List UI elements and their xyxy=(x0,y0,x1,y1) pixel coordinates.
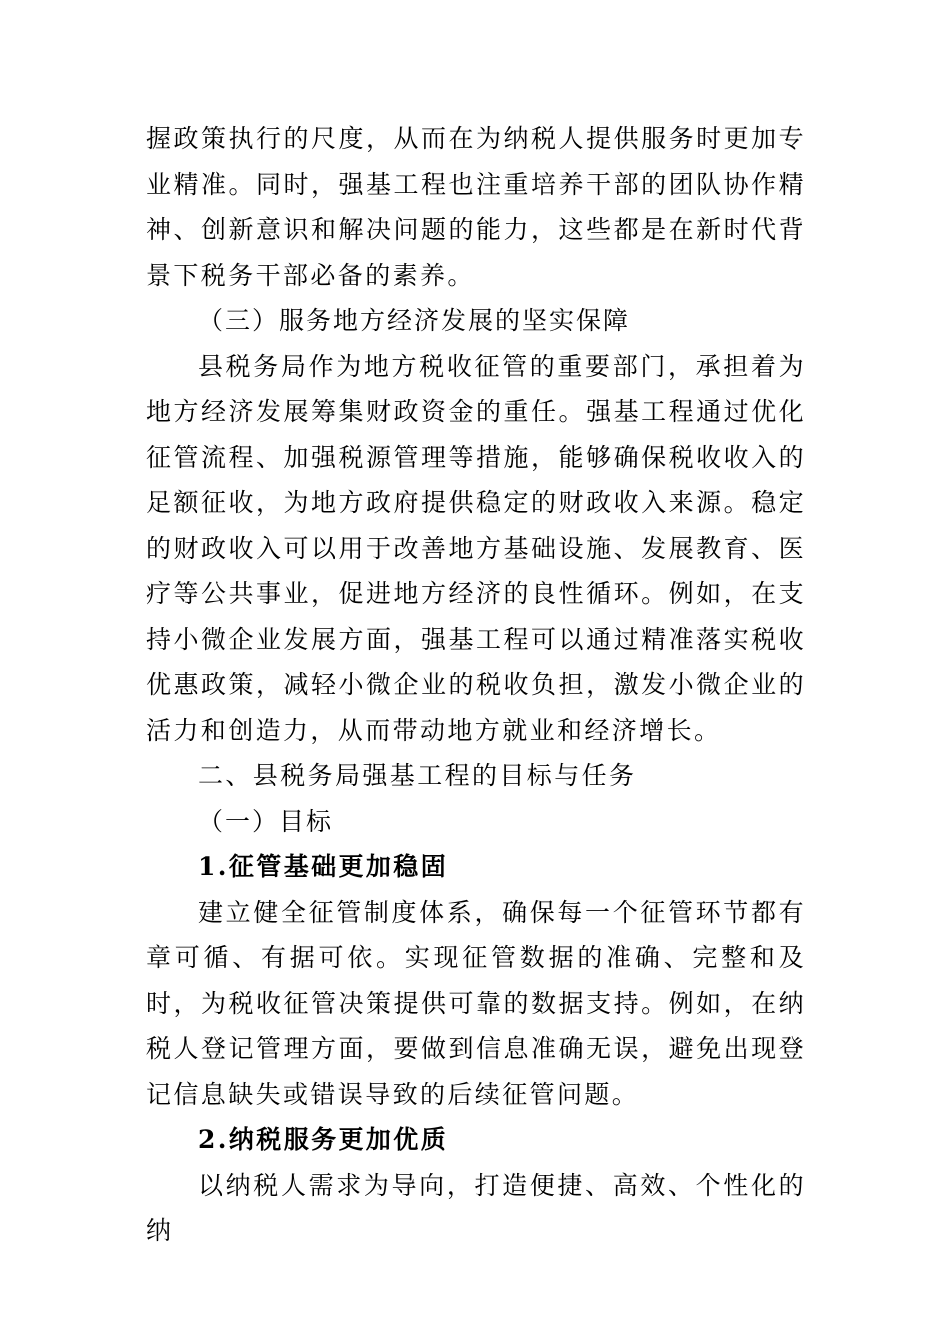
paragraph-goal-2: 以纳税人需求为导向，打造便捷、高效、个性化的纳 xyxy=(146,1170,806,1245)
paragraph-local-economy: 县税务局作为地方税收征管的重要部门，承担着为地方经济发展筹集财政资金的重任。强基工程通过优化征管流程、加强税源管理等措施，能够确保税收收入的足额征收，为地方政府提供稳定的财政收入来源。稳定的财政收入可以用于改善地方基础设施、发展教育、医疗等公共事业，促进地方经济的良性循环。例如，在支持小微企业发展方面，强基工程可以通过精准落实税收优惠政策，减轻小微企业的税收负担，激发小微企业的活力和创造力，从而带动地方就业和经济增长。 xyxy=(146,351,806,745)
chapter-heading-2: 二、县税务局强基工程的目标与任务 xyxy=(198,761,637,790)
subsection-heading-goals: （一）目标 xyxy=(198,806,334,836)
goal-heading-1: 1.征管基础更加稳固 xyxy=(198,852,449,881)
paragraph-goal-1: 建立健全征管制度体系，确保每一个征管环节都有章可循、有据可依。实现征管数据的准确、完整和及时，为税收征管决策提供可靠的数据支持。例如，在纳税人登记管理方面，要做到信息准确无误，避免出现登记信息缺失或错误导致的后续征管问题。 xyxy=(146,897,806,1109)
paragraph-continuation: 握政策执行的尺度，从而在为纳税人提供服务时更加专业精准。同时，强基工程也注重培养干部的团队协作精神、创新意识和解决问题的能力，这些都是在新时代背景下税务干部必备的素养。 xyxy=(146,124,806,290)
section-heading-3: （三）服务地方经济发展的坚实保障 xyxy=(198,306,631,335)
document-body xyxy=(146,116,806,1254)
goal-heading-2: 2.纳税服务更加优质 xyxy=(198,1125,449,1154)
